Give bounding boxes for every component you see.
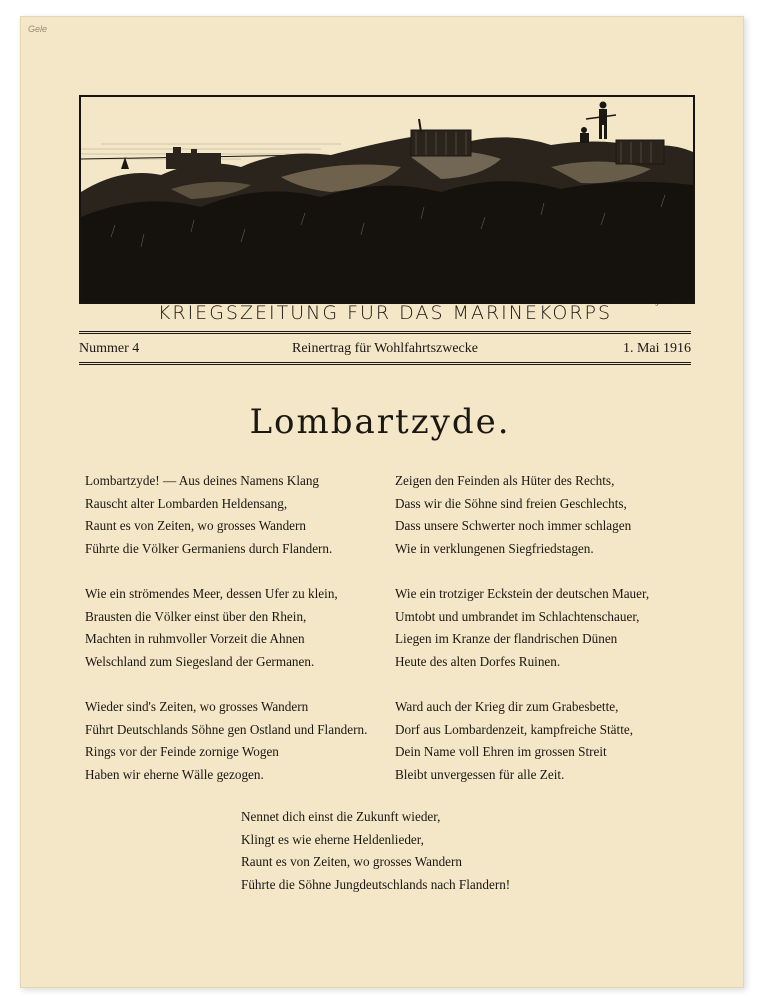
poem-line: Raunt es von Zeiten, wo grosses Wandern	[241, 854, 463, 869]
poem-line: Wie ein strömendes Meer, dessen Ufer zu klein,	[85, 586, 338, 601]
issue-info-line	[79, 341, 691, 361]
poem-title: Lombartzyde.	[249, 402, 511, 442]
right-stanza	[395, 470, 649, 560]
poem-line: Rauscht alter Lombarden Heldensang,	[85, 495, 288, 511]
issue-date: 1. Mai 1916	[622, 341, 691, 356]
poem-line: Wie in verklungenen Siegfriedstagen.	[395, 540, 594, 556]
poem-line: Welschland zum Siegesland der Germanen.	[85, 653, 315, 669]
poem-line: Lombartzyde! — Aus deines Namens Klang	[85, 473, 320, 488]
poem-line: Raunt es von Zeiten, wo grosses Wandern	[85, 518, 307, 533]
poem-line: Wie ein trotziger Eckstein der deutschen Mauer,	[395, 586, 650, 601]
right-stanza	[395, 583, 649, 673]
dune-landscape-illustration	[81, 97, 693, 302]
poem-left-column	[85, 470, 367, 809]
masthead-subtitle: KRIEGSZEITUNG FÜR DAS MARINEKORPS	[157, 302, 613, 324]
issue-note: Reinertrag für Wohlfahrtszwecke	[292, 341, 478, 356]
poem-line: Liegen im Kranze der flandrischen Dünen	[395, 631, 618, 646]
issue-number: Nummer 4	[79, 341, 140, 356]
poem-line: Zeigen den Feinden als Hüter des Rechts,	[395, 473, 615, 488]
archive-mark: Gele	[28, 24, 48, 34]
right-stanza	[395, 696, 649, 786]
poem-line: Führte die Söhne Jungdeutschlands nach Flandern!	[241, 876, 511, 892]
poem-line: Bleibt unvergessen für alle Zeit.	[395, 766, 565, 782]
poem-line: Brausten die Völker einst über den Rhein,	[85, 608, 307, 624]
poem-right-column	[395, 470, 649, 809]
poem-line: Machten in ruhmvoller Vorzeit die Ahnen	[85, 631, 305, 646]
poem-line: Heute des alten Dorfes Ruinen.	[395, 653, 561, 669]
masthead-illustration	[79, 95, 695, 304]
left-stanza	[85, 470, 367, 560]
poem-line: Dein Name voll Ehren im grossen Streit	[395, 744, 607, 759]
poem-final-stanza	[241, 806, 510, 896]
left-stanza	[85, 696, 367, 786]
top-rule	[79, 331, 691, 334]
poem-line: Führt Deutschlands Söhne gen Ostland und Flandern.	[85, 721, 368, 737]
poem-line: Umtobt und umbrandet im Schlachtenschauer,	[395, 608, 640, 624]
poem-line: Klingt es wie eherne Heldenlieder,	[241, 831, 424, 847]
bottom-rule	[79, 362, 691, 365]
poem-line: Führte die Völker Germaniens durch Flandern.	[85, 540, 333, 556]
poem-line: Rings vor der Feinde zornige Wogen	[85, 744, 279, 759]
poem-line: Haben wir eherne Wälle gezogen.	[85, 766, 264, 782]
poem-line: Dass wir die Söhne sind freien Geschlechts,	[395, 495, 627, 511]
poem-line: Wieder sind's Zeiten, wo grosses Wandern	[85, 699, 309, 714]
poem-line: Ward auch der Krieg dir zum Grabesbette,	[395, 699, 619, 714]
left-stanza	[85, 583, 367, 673]
poem-line: Dorf aus Lombardenzeit, kampfreiche Stätte,	[395, 721, 634, 737]
artist-signature: Sig. Liebhardt	[650, 298, 690, 306]
poem-line: Dass unsere Schwerter noch immer schlagen	[395, 518, 632, 533]
poem-line: Nennet dich einst die Zukunft wieder,	[241, 809, 441, 824]
